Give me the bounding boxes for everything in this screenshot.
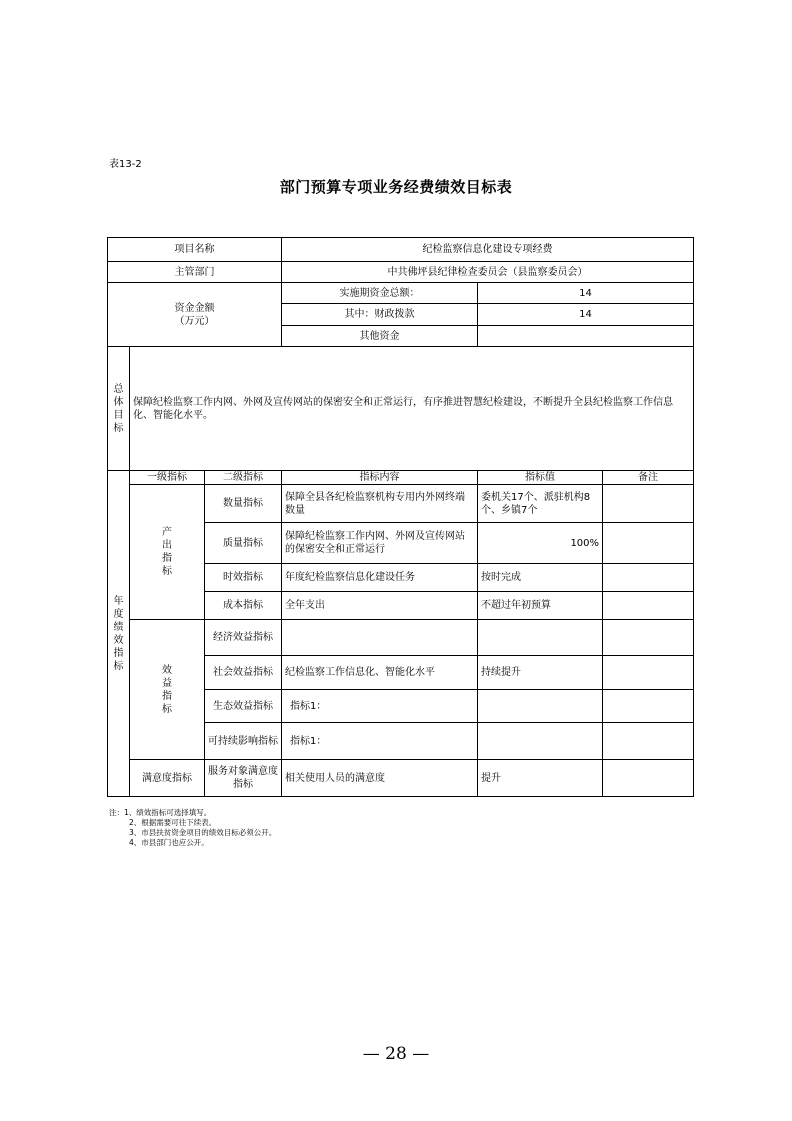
- quality-content: 保障纪检监察工作内网、外网及宣传网站的保密安全和正常运行: [282, 523, 478, 564]
- table-row: [108, 471, 694, 485]
- note-item: 注：1、绩效指标可选择填写。: [109, 808, 212, 817]
- quality-value: 100%: [478, 523, 603, 564]
- ecological-benefit-value: [478, 690, 603, 723]
- output-indicators-label: [130, 485, 205, 620]
- satisfaction-remark: [603, 760, 694, 797]
- satisfaction-value: 提升: [478, 760, 603, 797]
- sustainable-impact-value: [478, 723, 603, 760]
- social-benefit-value: 持续提升: [478, 656, 603, 690]
- ecological-benefit-content: 指标1：: [282, 690, 478, 723]
- economic-benefit-remark: [603, 620, 694, 656]
- performance-goal-table: [107, 237, 694, 797]
- quantity-value: 委机关17个、派驻机构8个、乡镇7个: [478, 485, 603, 523]
- funds-fiscal-value: 14: [478, 304, 694, 326]
- note-item: 3、市县扶贫资金项目的绩效目标必须公开。: [129, 828, 277, 837]
- social-benefit-remark: [603, 656, 694, 690]
- table-row: [108, 760, 694, 797]
- header-content: 指标内容: [282, 471, 478, 485]
- timeliness-content: 年度纪检监察信息化建设任务: [282, 564, 478, 592]
- timeliness-remark: [603, 564, 694, 592]
- quantity-remark: [603, 485, 694, 523]
- benefit-indicators-text: 效益指标: [162, 664, 172, 715]
- satisfaction-content: 相关使用人员的满意度: [282, 760, 478, 797]
- department-value: 中共佛坪县纪律检查委员会（县监察委员会）: [282, 262, 694, 283]
- cost-value: 不超过年初预算: [478, 592, 603, 620]
- sustainable-impact-content: 指标1：: [282, 723, 478, 760]
- social-benefit-indicator: 社会效益指标: [205, 656, 282, 690]
- table-row: [108, 485, 694, 523]
- cost-remark: [603, 592, 694, 620]
- funds-other-value: [478, 326, 694, 347]
- table-row: [108, 238, 694, 262]
- header-remark: 备注: [603, 471, 694, 485]
- satisfaction-indicators-label: 满意度指标: [130, 760, 205, 797]
- notes: [109, 808, 276, 848]
- quality-remark: [603, 523, 694, 564]
- table-number: 表13-2: [109, 159, 142, 170]
- note-item: 2、根据需要可往下续表。: [129, 818, 217, 827]
- timeliness-value: 按时完成: [478, 564, 603, 592]
- funds-fiscal-label: 其中：财政拨款: [282, 304, 478, 326]
- cost-content: 全年支出: [282, 592, 478, 620]
- quantity-indicator: 数量指标: [205, 485, 282, 523]
- funds-label-line1: 资金金额: [174, 302, 215, 314]
- document-title: 部门预算专项业务经费绩效目标表: [279, 178, 513, 196]
- sustainable-impact-remark: [603, 723, 694, 760]
- service-satisfaction-indicator: 服务对象满意度指标: [205, 760, 282, 797]
- project-name-value: 纪检监察信息化建设专项经费: [282, 238, 694, 262]
- economic-benefit-indicator: 经济效益指标: [205, 620, 282, 656]
- funds-label-line2: （万元）: [174, 315, 215, 327]
- economic-benefit-content: [282, 620, 478, 656]
- funds-other-label: 其他资金: [282, 326, 478, 347]
- project-name-label: 项目名称: [108, 238, 282, 262]
- table-row: [108, 283, 694, 304]
- header-level1: 一级指标: [130, 471, 205, 485]
- economic-benefit-value: [478, 620, 603, 656]
- table-row: [108, 620, 694, 656]
- output-indicators-text: 产出指标: [162, 527, 172, 577]
- overall-goal-label: 总体目标: [108, 347, 130, 471]
- table-row: [108, 347, 694, 471]
- header-level2: 二级指标: [205, 471, 282, 485]
- quality-indicator: 质量指标: [205, 523, 282, 564]
- cost-indicator: 成本指标: [205, 592, 282, 620]
- social-benefit-content: 纪检监察工作信息化、智能化水平: [282, 656, 478, 690]
- ecological-benefit-remark: [603, 690, 694, 723]
- department-label: 主管部门: [108, 262, 282, 283]
- funds-total-label: 实施期资金总额：: [282, 283, 478, 304]
- benefit-indicators-label: [130, 620, 205, 760]
- header-value: 指标值: [478, 471, 603, 485]
- page-number: — 28 —: [362, 1044, 430, 1064]
- ecological-benefit-indicator: 生态效益指标: [205, 690, 282, 723]
- funds-label: [108, 283, 282, 347]
- note-item: 4、市县部门也应公开。: [129, 838, 209, 847]
- timeliness-indicator: 时效指标: [205, 564, 282, 592]
- overall-goal-text: 保障纪检监察工作内网、外网及宣传网站的保密安全和正常运行，有序推进智慧纪检建设，不断提升全县纪检监察工作信息化、智能化水平。: [130, 347, 694, 471]
- quantity-content: 保障全县各纪检监察机构专用内外网终端数量: [282, 485, 478, 523]
- sustainable-impact-indicator: 可持续影响指标: [205, 723, 282, 760]
- table-row: [108, 262, 694, 283]
- funds-total-value: 14: [478, 283, 694, 304]
- annual-indicators-label: 年度绩效指标: [108, 471, 130, 797]
